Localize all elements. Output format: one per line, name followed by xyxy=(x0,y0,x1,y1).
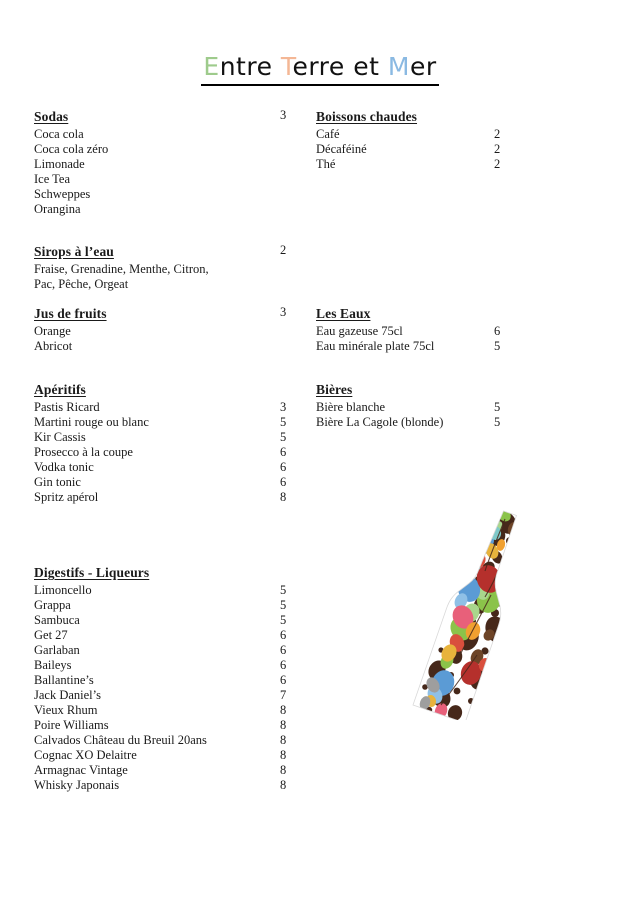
menu-item-name: Schweppes xyxy=(34,187,91,201)
menu-item xyxy=(34,748,287,763)
menu-item xyxy=(34,703,287,718)
menu-item-name: Limoncello xyxy=(34,583,92,597)
menu-item-price: 8 xyxy=(280,778,287,792)
menu-item-name: Bière La Cagole (blonde) xyxy=(316,415,444,429)
menu-item-list xyxy=(34,324,264,354)
menu-item-price: 5 xyxy=(280,598,287,612)
menu-item xyxy=(34,127,264,142)
menu-item-name: Calvados Château du Breuil 20ans xyxy=(34,733,207,747)
menu-item-price: 6 xyxy=(280,658,287,672)
menu-item-price: 6 xyxy=(280,460,287,474)
menu-item xyxy=(316,127,516,142)
menu-item xyxy=(34,460,287,475)
section-price: 3 xyxy=(280,108,287,122)
menu-item-name: Coca cola zéro xyxy=(34,142,109,156)
menu-section-sirops xyxy=(34,243,287,292)
menu-item-name: Eau gazeuse 75cl xyxy=(316,324,403,338)
menu-item-name: Get 27 xyxy=(34,628,68,642)
menu-item xyxy=(34,718,287,733)
title-space-2 xyxy=(379,52,387,81)
menu-item-price: 5 xyxy=(494,339,501,353)
menu-item-price: 8 xyxy=(280,703,287,717)
menu-item xyxy=(34,445,287,460)
menu-section-jus-de-fruits xyxy=(34,305,287,354)
page-title xyxy=(201,53,438,86)
section-header-boissons-chaudes xyxy=(316,108,516,125)
menu-item xyxy=(34,475,287,490)
title-rest-3: er xyxy=(409,51,437,81)
menu-item-price: 5 xyxy=(280,430,287,444)
menu-item-name: Kir Cassis xyxy=(34,430,86,444)
menu-item xyxy=(34,763,287,778)
menu-section-aperitifs xyxy=(34,381,287,505)
description-line: Fraise, Grenadine, Menthe, Citron, xyxy=(34,262,209,276)
title-space-1 xyxy=(272,52,280,81)
menu-item xyxy=(34,613,287,628)
menu-item xyxy=(34,400,287,415)
menu-item-name: Cognac XO Delaitre xyxy=(34,748,137,762)
menu-item-price: 5 xyxy=(494,415,501,429)
menu-item-list xyxy=(34,400,287,505)
section-price: 3 xyxy=(280,305,287,319)
section-title: Digestifs - Liqueurs xyxy=(34,565,150,580)
menu-item-name: Thé xyxy=(316,157,336,171)
menu-item-name: Abricot xyxy=(34,339,73,353)
menu-item-name: Garlaban xyxy=(34,643,80,657)
title-rest-1: ntre xyxy=(219,51,273,81)
menu-section-bieres xyxy=(316,381,516,430)
menu-item-price: 2 xyxy=(494,142,501,156)
menu-item-price: 6 xyxy=(280,628,287,642)
menu-section-boissons-chaudes xyxy=(316,108,516,172)
menu-section-les-eaux xyxy=(316,305,516,354)
menu-item-name: Gin tonic xyxy=(34,475,81,489)
menu-item-price: 5 xyxy=(280,583,287,597)
menu-item-name: Eau minérale plate 75cl xyxy=(316,339,435,353)
menu-item-list xyxy=(316,324,516,354)
menu-item xyxy=(34,733,287,748)
section-header-sodas xyxy=(34,108,287,125)
menu-item-name: Pastis Ricard xyxy=(34,400,100,414)
menu-item-price: 6 xyxy=(280,475,287,489)
menu-item xyxy=(34,673,287,688)
section-header-sirops xyxy=(34,243,287,260)
menu-item-name: Whisky Japonais xyxy=(34,778,120,792)
menu-item-name: Café xyxy=(316,127,340,141)
menu-item-name: Vieux Rhum xyxy=(34,703,98,717)
menu-item-price: 6 xyxy=(280,643,287,657)
menu-item xyxy=(34,430,287,445)
menu-item-name: Sambuca xyxy=(34,613,80,627)
menu-section-sodas xyxy=(34,108,287,217)
menu-item xyxy=(34,339,264,354)
menu-item-name: Décaféiné xyxy=(316,142,367,156)
menu-item-name: Grappa xyxy=(34,598,71,612)
menu-item-list xyxy=(34,127,264,217)
section-title: Sodas xyxy=(34,109,69,124)
menu-item-price: 8 xyxy=(280,748,287,762)
menu-item-name: Armagnac Vintage xyxy=(34,763,128,777)
menu-item-name: Coca cola xyxy=(34,127,84,141)
menu-item xyxy=(34,202,264,217)
section-title: Bières xyxy=(316,382,353,397)
menu-item-price: 6 xyxy=(280,673,287,687)
menu-item xyxy=(316,339,516,354)
menu-item xyxy=(34,643,287,658)
section-header-digestifs-liqueurs xyxy=(34,564,264,581)
menu-item xyxy=(34,415,287,430)
section-price: 2 xyxy=(280,243,287,257)
menu-item-name: Orange xyxy=(34,324,71,338)
menu-item-price: 6 xyxy=(494,324,501,338)
menu-item-price: 6 xyxy=(280,445,287,459)
section-header-jus-de-fruits xyxy=(34,305,287,322)
title-cap-e: E xyxy=(203,51,220,81)
floral-bottle-illustration xyxy=(385,505,545,720)
section-title: Les Eaux xyxy=(316,306,371,321)
menu-item-name: Martini rouge ou blanc xyxy=(34,415,149,429)
menu-item-list xyxy=(34,583,287,793)
menu-item xyxy=(34,142,264,157)
title-cap-m: M xyxy=(387,51,410,81)
menu-item-name: Ice Tea xyxy=(34,172,71,186)
menu-item xyxy=(34,157,264,172)
title-rest-2: erre et xyxy=(292,51,380,81)
menu-item-price: 7 xyxy=(280,688,287,702)
section-header-bieres xyxy=(316,381,516,398)
menu-item xyxy=(34,187,264,202)
menu-item xyxy=(34,583,287,598)
menu-item xyxy=(34,688,287,703)
menu-item xyxy=(34,490,287,505)
menu-item-price: 5 xyxy=(280,613,287,627)
menu-item-name: Limonade xyxy=(34,157,85,171)
menu-item xyxy=(316,142,516,157)
section-description xyxy=(34,262,226,292)
menu-item xyxy=(316,157,516,172)
menu-item-price: 5 xyxy=(280,415,287,429)
menu-item xyxy=(316,324,516,339)
menu-item-name: Baileys xyxy=(34,658,72,672)
menu-item xyxy=(34,658,287,673)
menu-item-name: Spritz apérol xyxy=(34,490,99,504)
menu-item-price: 3 xyxy=(280,400,287,414)
title-cap-t: T xyxy=(280,51,293,81)
menu-item xyxy=(34,628,287,643)
menu-item-price: 5 xyxy=(494,400,501,414)
menu-item-price: 8 xyxy=(280,718,287,732)
section-title: Jus de fruits xyxy=(34,306,107,321)
menu-item xyxy=(316,415,516,430)
menu-item-list xyxy=(316,400,516,430)
section-title: Apéritifs xyxy=(34,382,86,397)
menu-item-price: 2 xyxy=(494,127,501,141)
menu-item xyxy=(34,598,287,613)
menu-item-name: Prosecco à la coupe xyxy=(34,445,133,459)
menu-item-price: 8 xyxy=(280,490,287,504)
menu-item xyxy=(34,172,264,187)
menu-item-name: Jack Daniel’s xyxy=(34,688,101,702)
menu-item-price: 2 xyxy=(494,157,501,171)
menu-section-digestifs-liqueurs xyxy=(34,564,287,793)
menu-item-name: Ballantine’s xyxy=(34,673,94,687)
menu-item-price: 8 xyxy=(280,733,287,747)
menu-item-name: Bière blanche xyxy=(316,400,386,414)
menu-item-list xyxy=(316,127,516,172)
menu-item-price: 8 xyxy=(280,763,287,777)
page-title-wrapper xyxy=(0,36,640,102)
menu-item xyxy=(34,778,287,793)
section-header-aperitifs xyxy=(34,381,264,398)
menu-item-name: Poire Williams xyxy=(34,718,109,732)
menu-item xyxy=(34,324,264,339)
section-header-les-eaux xyxy=(316,305,516,322)
description-line: Pac, Pêche, Orgeat xyxy=(34,277,129,291)
menu-item xyxy=(316,400,516,415)
menu-item-name: Vodka tonic xyxy=(34,460,94,474)
section-title: Boissons chaudes xyxy=(316,109,418,124)
section-title: Sirops à l’eau xyxy=(34,244,114,259)
menu-item-name: Orangina xyxy=(34,202,81,216)
